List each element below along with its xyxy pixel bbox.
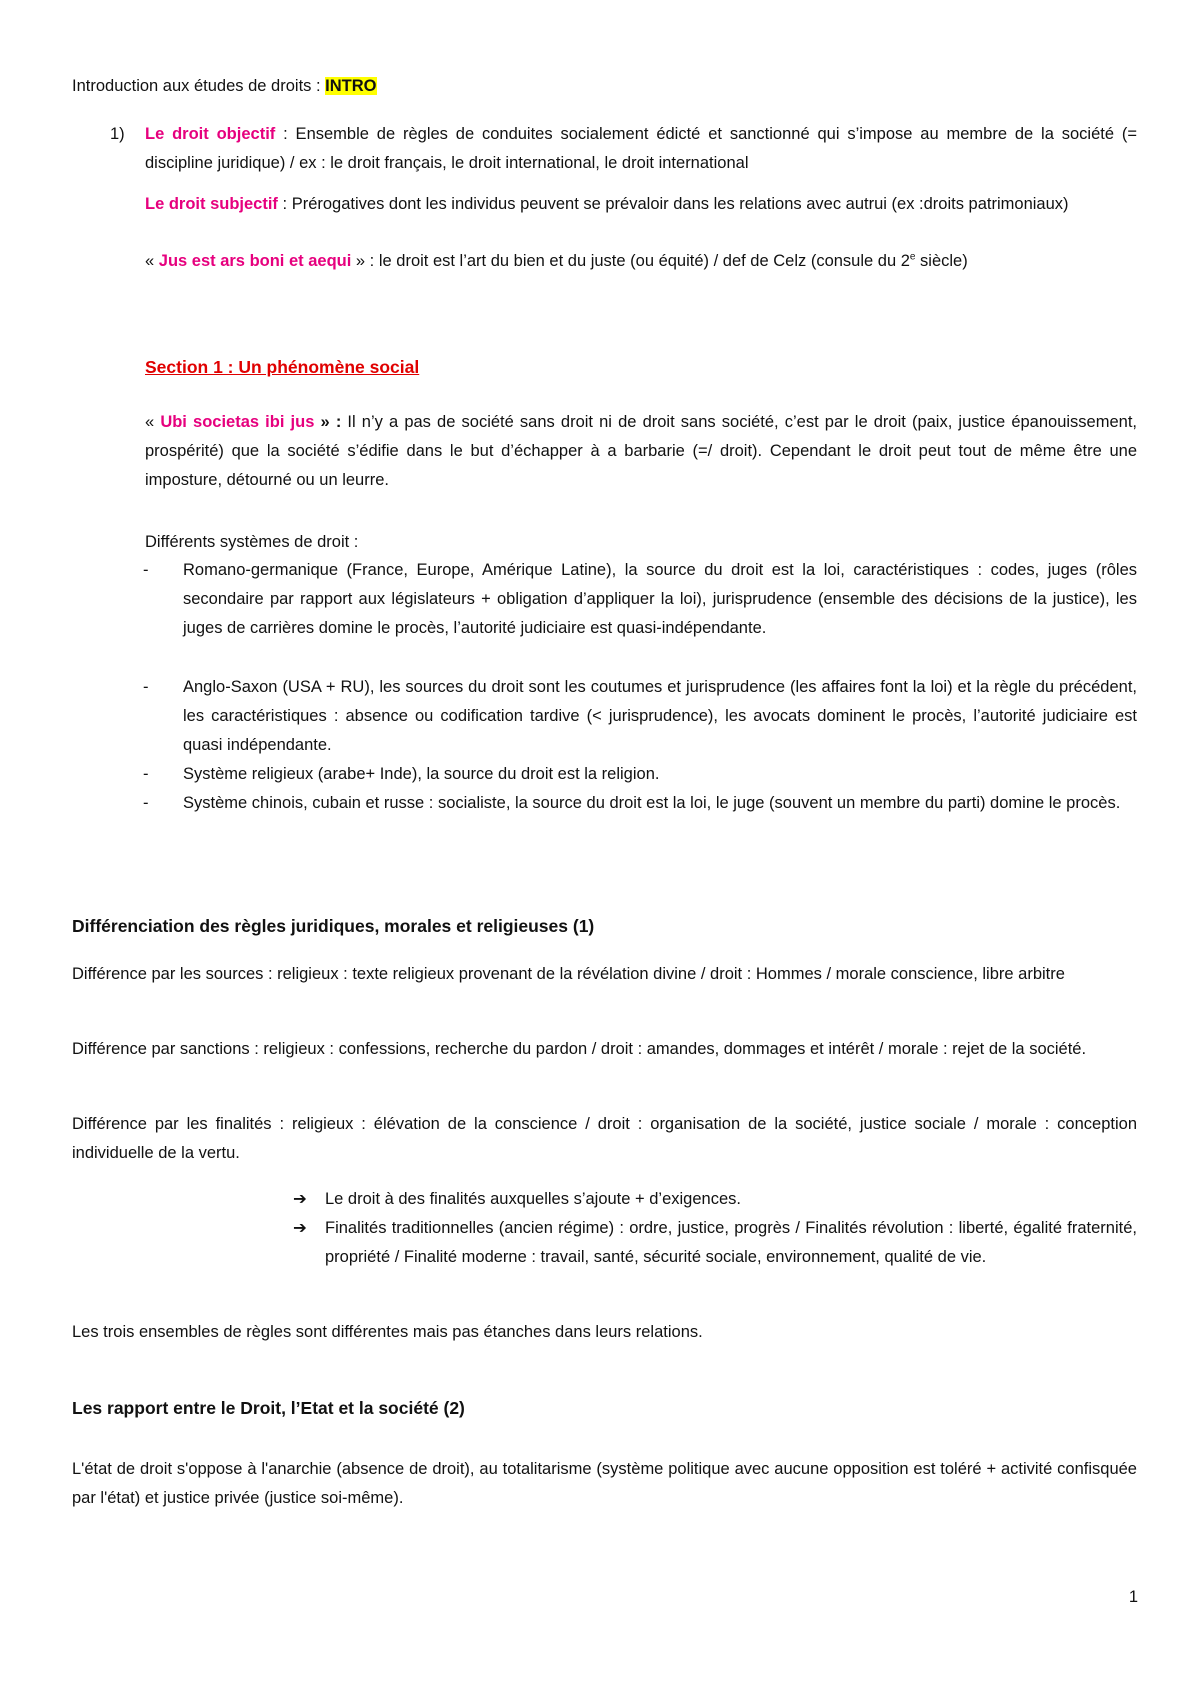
list-item bbox=[145, 789, 1137, 818]
list-item bbox=[145, 673, 1137, 760]
arrow-item-text: Finalités traditionnelles (ancien régime) : ordre, justice, progrès / Finalités révolution : liberté, égalité fraternité, propriété / Finalité moderne : travail, santé, sécurité sociale, environnement, qualité de vie. bbox=[325, 1219, 1137, 1266]
quote-open: « bbox=[145, 252, 159, 270]
ubi-societas-text: Il n’y a pas de société sans droit ni de droit sans société, c’est par le droit (paix, justice épanouissement, prospérité) que la société s’édifie dans le but d’échapper à a barbarie (=/ droit). Cependant le droit peut tout de même être une imposture, détourné ou un leurre. bbox=[145, 413, 1137, 489]
etat-de-droit-paragraph: L'état de droit s'oppose à l'anarchie (absence de droit), au totalitarisme (système politique avec aucune opposition est toléré + activité confisquée par l'état) et justice privée (justice soi-même). bbox=[72, 1460, 1137, 1507]
jus-quote-paragraph bbox=[145, 247, 1137, 276]
section1-title: Section 1 : Un phénomène social bbox=[145, 357, 420, 377]
intro-tag: INTRO bbox=[325, 77, 377, 95]
rapport-title: Les rapport entre le Droit, l’Etat et la société (2) bbox=[72, 1398, 465, 1418]
droit-objectif-paragraph bbox=[145, 120, 1137, 178]
system-romano-germanique: Romano-germanique (France, Europe, Amérique Latine), la source du droit est la loi, caractéristiques : codes, juges (rôles secondaire par rapport aux législateurs + obligation d’appliquer la loi), jurisprudence (ensemble des décisions de la justice), les juges de carrières domine le procès, l’autorité judiciaire est quasi-indépendante. bbox=[183, 561, 1137, 637]
document-header bbox=[72, 72, 1137, 101]
droit-subjectif-text: : Prérogatives dont les individus peuvent se prévaloir dans les relations avec autrui (ex :droits patrimoniaux) bbox=[277, 195, 1069, 213]
quote-open: « bbox=[145, 413, 161, 431]
dash-bullet: - bbox=[143, 678, 149, 696]
arrow-item-text: Le droit à des finalités auxquelles s’ajoute + d’exigences. bbox=[325, 1190, 741, 1208]
dash-bullet: - bbox=[143, 561, 149, 579]
jus-quote-text-b: siècle) bbox=[915, 252, 968, 270]
arrow-list-item bbox=[293, 1185, 1137, 1214]
diff-finalites-paragraph: Différence par les finalités : religieux : élévation de la conscience / droit : organisation de la société, justice sociale / morale : conception individuelle de la vertu. bbox=[72, 1115, 1137, 1162]
diff-sanctions-paragraph: Différence par sanctions : religieux : confessions, recherche du pardon / droit : amandes, dommages et intérêt / morale : rejet de la société. bbox=[72, 1040, 1087, 1058]
droit-objectif-term: Le droit objectif bbox=[145, 125, 276, 143]
arrow-icon: ➔ bbox=[293, 1190, 307, 1208]
arrow-list-item bbox=[293, 1214, 1137, 1272]
droit-subjectif-term: Le droit subjectif bbox=[145, 195, 278, 213]
quote-close: » : bbox=[314, 413, 342, 431]
superscript-e: e bbox=[909, 251, 916, 263]
differenciation-title: Différenciation des règles juridiques, morales et religieuses (1) bbox=[72, 916, 595, 936]
list-item bbox=[145, 556, 1137, 643]
diff-conclusion: Les trois ensembles de règles sont différentes mais pas étanches dans leurs relations. bbox=[72, 1323, 703, 1341]
header-prefix: Introduction aux études de droits : bbox=[72, 77, 321, 95]
system-socialiste: Système chinois, cubain et russe : socialiste, la source du droit est la loi, le juge (souvent un membre du parti) domine le procès. bbox=[183, 794, 1121, 812]
dash-bullet: - bbox=[143, 765, 149, 783]
ubi-societas-paragraph bbox=[145, 408, 1137, 495]
system-religieux: Système religieux (arabe+ Inde), la source du droit est la religion. bbox=[183, 765, 660, 783]
jus-quote-term: Jus est ars boni et aequi bbox=[158, 252, 352, 270]
ubi-societas-term: Ubi societas ibi jus bbox=[160, 413, 315, 431]
droit-objectif-text: : Ensemble de règles de conduites socialement édicté et sanctionné qui s’impose au membre de la société (= discipline juridique) / ex : le droit français, le droit international, le droit international bbox=[145, 125, 1137, 172]
page-number: 1 bbox=[1128, 1588, 1138, 1606]
system-anglo-saxon: Anglo-Saxon (USA + RU), les sources du droit sont les coutumes et jurisprudence (les affaires font la loi) et la règle du précédent, les caractéristiques : absence ou codification tardive (< jurisprudence), les avocats dominent le procès, l’autorité judiciaire est quasi indépendante. bbox=[183, 678, 1137, 754]
diff-sources-paragraph: Différence par les sources : religieux : texte religieux provenant de la révélation divine / droit : Hommes / morale conscience, libre arbitre bbox=[72, 965, 1065, 983]
item-number: 1) bbox=[110, 125, 125, 143]
droit-subjectif-paragraph bbox=[145, 190, 1137, 219]
dash-bullet: - bbox=[143, 794, 149, 812]
list-item bbox=[145, 760, 1137, 789]
systems-title: Différents systèmes de droit : bbox=[145, 533, 359, 551]
arrow-icon: ➔ bbox=[293, 1219, 307, 1237]
jus-quote-text-a: » : le droit est l’art du bien et du juste (ou équité) / def de Celz (consule du 2 bbox=[351, 252, 910, 270]
